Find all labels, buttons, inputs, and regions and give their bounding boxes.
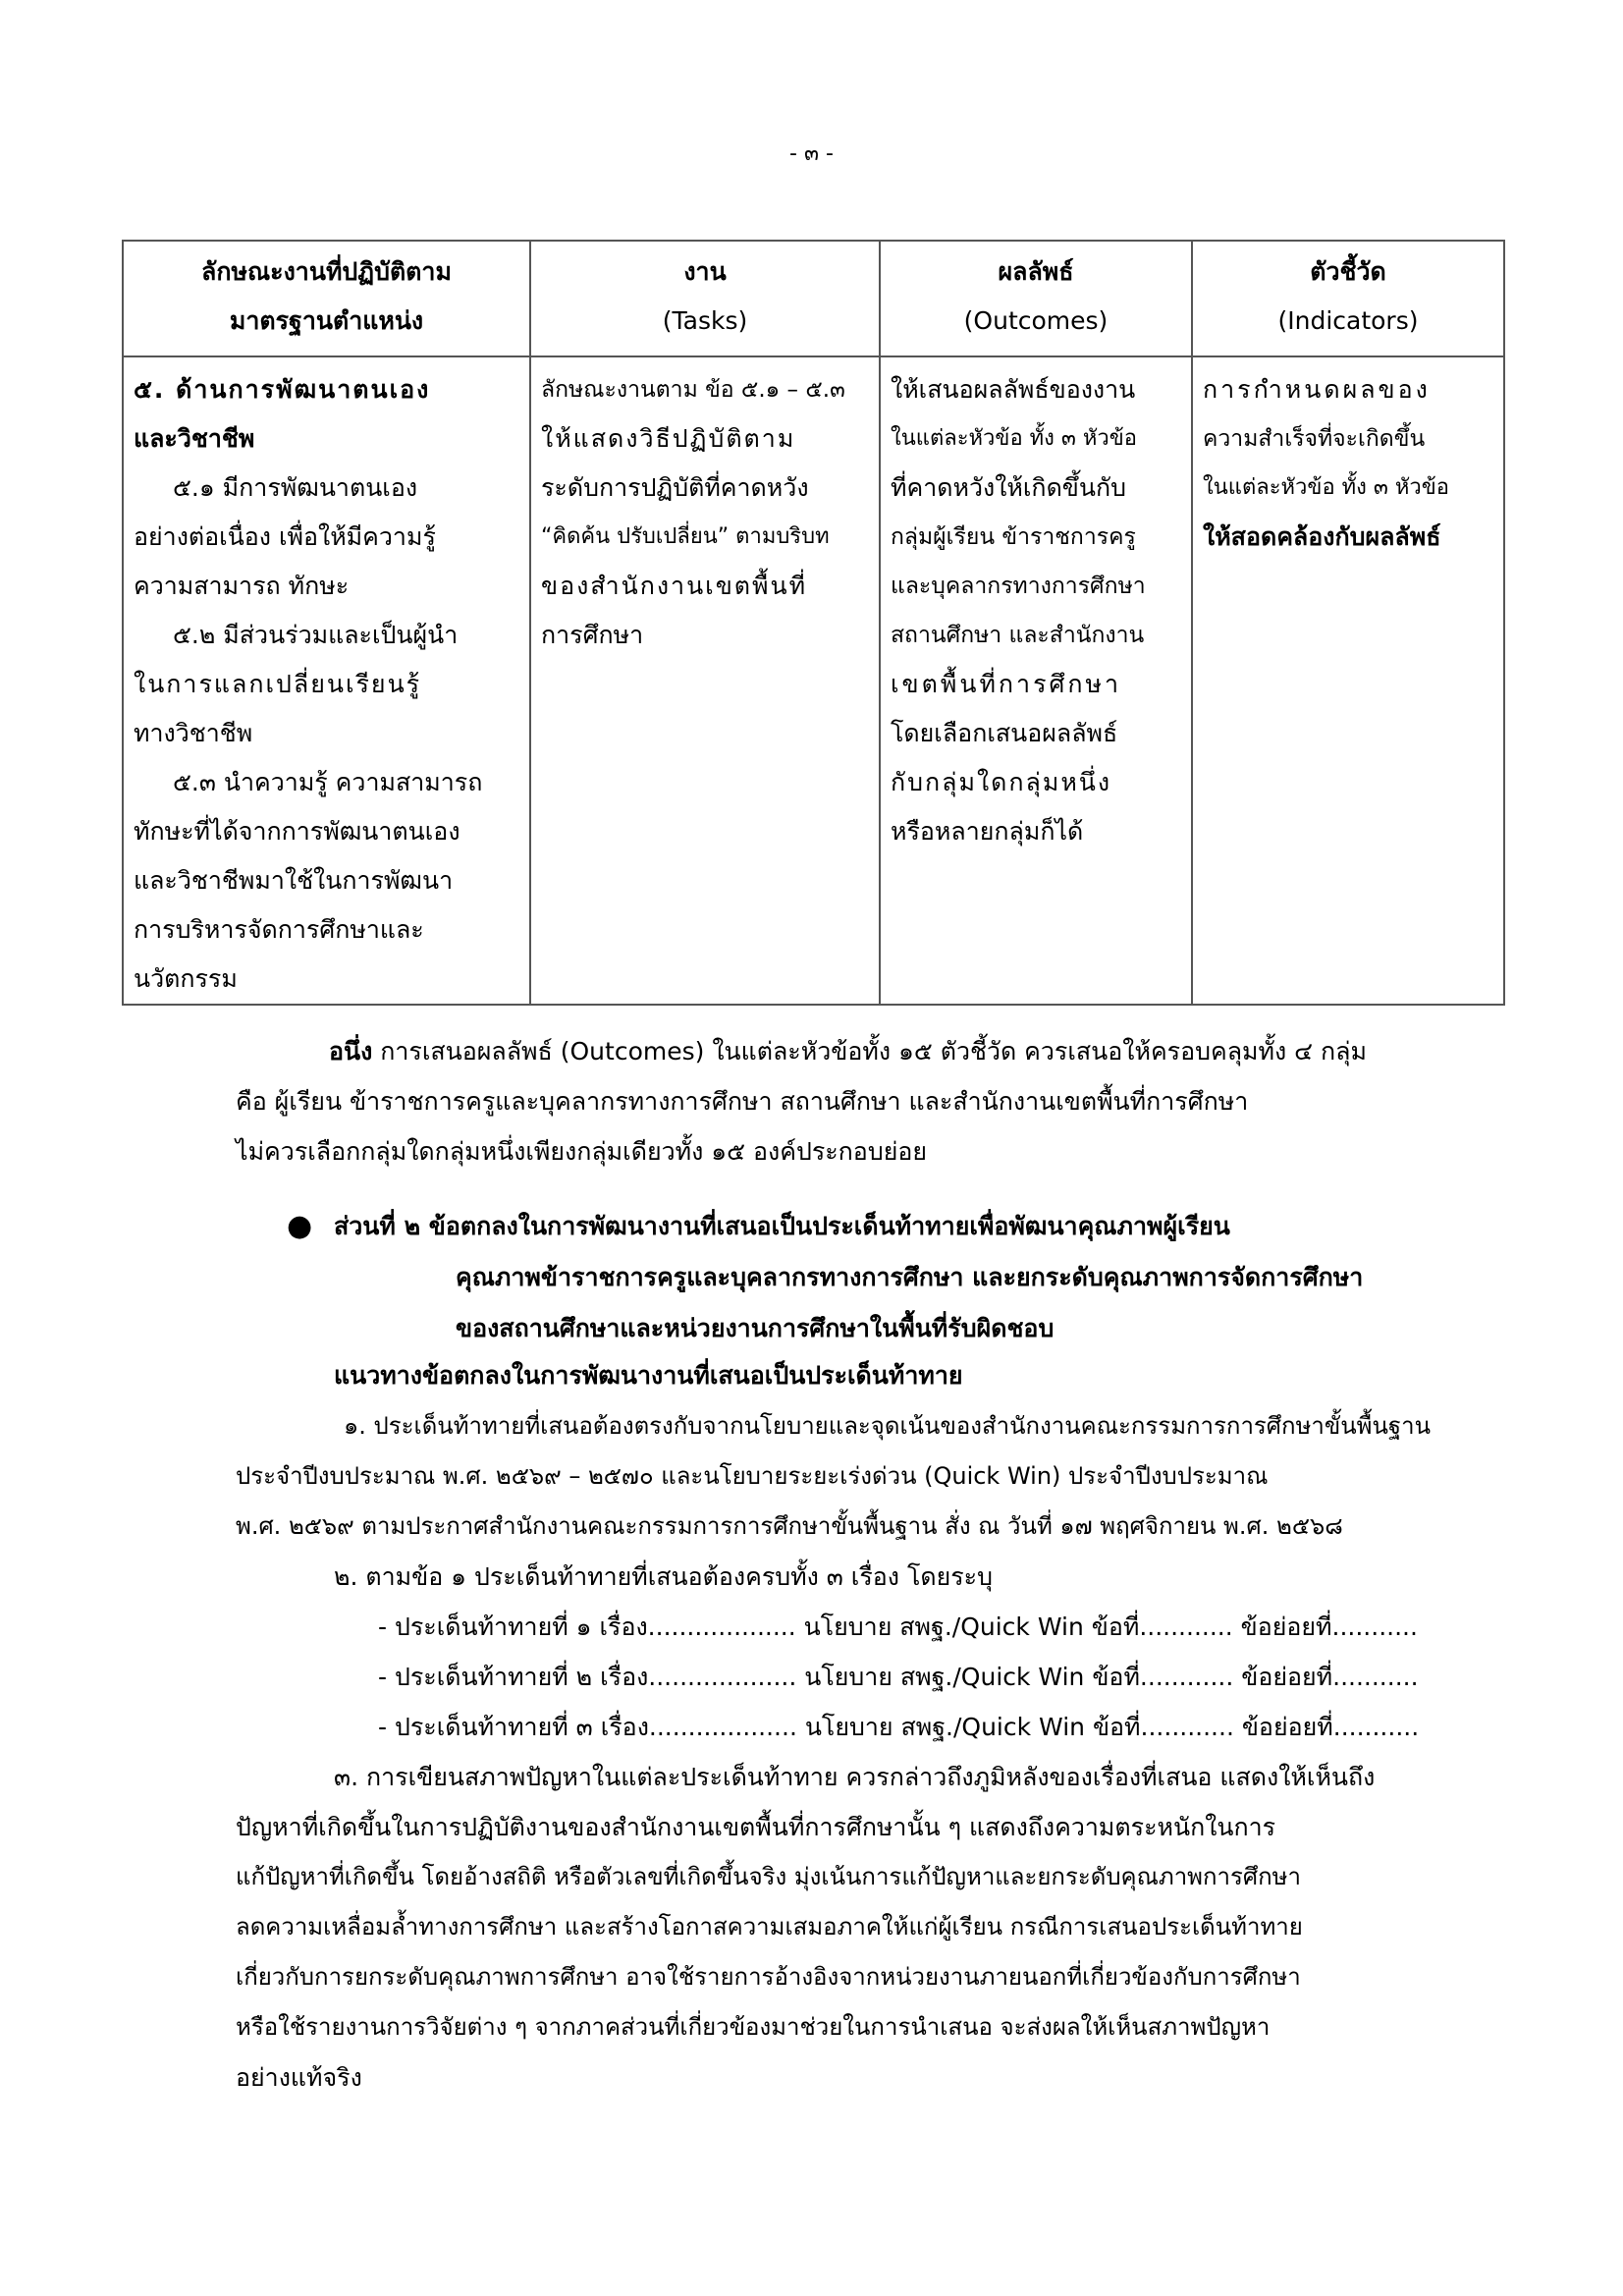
cell-line: ความสามารถ ทักษะ bbox=[134, 572, 350, 600]
guideline-line: แก้ปัญหาที่เกิดขึ้น โดยอ้างสถิติ หรือตัวเลขที่เกิดขึ้นจริง มุ่งเน้นการแก้ปัญหาและยกระดับคุณภาพการศึกษา bbox=[236, 1863, 1301, 1890]
cell-line: ในแต่ละหัวข้อ ทั้ง ๓ หัวข้อ bbox=[891, 426, 1138, 451]
guideline-line: ๓. การเขียนสภาพปัญหาในแต่ละประเด็นท้าทาย ควรกล่าวถึงภูมิหลังของเรื่องที่เสนอ แสดงให้เห็นถึง bbox=[334, 1763, 1376, 1791]
note-line bbox=[236, 1026, 1502, 1076]
guideline-line: พ.ศ. ๒๕๖๙ ตามประกาศสำนักงานคณะกรรมการการศึกษาขั้นพื้นฐาน สั่ง ณ วันที่ ๑๗ พฤศจิกายน พ.ศ. ๒๕๖๘ bbox=[236, 1512, 1343, 1540]
cell-line: ความสำเร็จที่จะเกิดขึ้น bbox=[1203, 426, 1426, 452]
note-lead: อนึ่ง bbox=[329, 1037, 373, 1066]
cell-line: การศึกษา bbox=[541, 621, 644, 649]
cell-line: ลักษณะงานตาม ข้อ ๕.๑ – ๕.๓ bbox=[541, 377, 845, 403]
section2-title bbox=[334, 1201, 1492, 1354]
header-line: ตัวชี้วัด bbox=[1310, 257, 1386, 286]
guideline-line: ลดความเหลื่อมล้ำทางการศึกษา และสร้างโอกาสความเสมอภาคให้แก่ผู้เรียน กรณีการเสนอประเด็นท้าทาย bbox=[236, 1913, 1303, 1941]
cell-line: ๕.๑ มีการพัฒนาตนเอง bbox=[173, 473, 418, 502]
section-heading: ๕. ด้านการพัฒนาตนเอง bbox=[134, 375, 431, 404]
table-row bbox=[123, 356, 1504, 1005]
header-line: มาตรฐานตำแหน่ง bbox=[229, 306, 424, 335]
page-number: - ๓ - bbox=[789, 141, 834, 166]
section2-title-line: ของสถานศึกษาและหน่วยงานการศึกษาในพื้นที่รับผิดชอบ bbox=[456, 1314, 1055, 1342]
guideline-line: หรือใช้รายงานการวิจัยต่าง ๆ จากภาคส่วนที่เกี่ยวข้องมาช่วยในการนำเสนอ จะส่งผลให้เห็นสภาพปัญหา bbox=[236, 2013, 1271, 2041]
cell-line: ให้แสดงวิธีปฏิบัติตาม bbox=[541, 424, 796, 453]
cell-line: นวัตกรรม bbox=[134, 964, 238, 993]
bullet-icon: ● bbox=[287, 1209, 313, 1243]
note-line: คือ ผู้เรียน ข้าราชการครูและบุคลากรทางการศึกษา สถานศึกษา และสำนักงานเขตพื้นที่การศึกษา bbox=[236, 1087, 1249, 1116]
cell-line: ระดับการปฏิบัติที่คาดหวัง bbox=[541, 473, 809, 502]
header-outcomes bbox=[880, 241, 1192, 356]
cell-tasks bbox=[530, 356, 880, 1005]
section2-title-line: คุณภาพข้าราชการครูและบุคลากรทางการศึกษา และยกระดับคุณภาพการจัดการศึกษา bbox=[456, 1263, 1364, 1291]
guidelines-heading: แนวทางข้อตกลงในการพัฒนางานที่เสนอเป็นประเด็นท้าทาย bbox=[334, 1361, 963, 1390]
cell-job-characteristics bbox=[123, 356, 530, 1005]
table-header-row bbox=[123, 241, 1504, 356]
cell-line: อย่างต่อเนื่อง เพื่อให้มีความรู้ bbox=[134, 522, 436, 551]
section-heading: และวิชาชีพ bbox=[134, 424, 255, 453]
cell-line-bold: ให้สอดคล้องกับผลลัพธ์ bbox=[1203, 522, 1441, 551]
cell-line: ๕.๓ นำความรู้ ความสามารถ bbox=[173, 768, 483, 796]
challenge-item-2: - ประเด็นท้าทายที่ ๒ เรื่อง................... นโยบาย สพฐ./Quick Win ข้อที่............ ข้อย่อยที่........... bbox=[378, 1663, 1419, 1691]
cell-line: กลุ่มผู้เรียน ข้าราชการครู bbox=[891, 524, 1136, 550]
header-line: ลักษณะงานที่ปฏิบัติตาม bbox=[201, 257, 452, 286]
cell-line: ในแต่ละหัวข้อ ทั้ง ๓ หัวข้อ bbox=[1203, 475, 1450, 500]
cell-line: และบุคลากรทางการศึกษา bbox=[891, 574, 1146, 599]
header-tasks bbox=[530, 241, 880, 356]
guideline-line: ๑. ประเด็นท้าทายที่เสนอต้องตรงกับจากนโยบายและจุดเน้นของสำนักงานคณะกรรมการการศึกษาขั้นพื้นฐาน bbox=[344, 1412, 1432, 1440]
cell-line: ให้เสนอผลลัพธ์ของงาน bbox=[891, 375, 1136, 404]
cell-indicators bbox=[1192, 356, 1504, 1005]
note-paragraph bbox=[236, 1026, 1502, 1176]
header-line: (Tasks) bbox=[662, 306, 748, 335]
cell-line: ที่คาดหวังให้เกิดขึ้นกับ bbox=[891, 473, 1126, 502]
cell-line: ทางวิชาชีพ bbox=[134, 719, 253, 747]
cell-line: ๕.๒ มีส่วนร่วมและเป็นผู้นำ bbox=[173, 621, 459, 649]
header-indicators bbox=[1192, 241, 1504, 356]
guideline-line: ๒. ตามข้อ ๑ ประเด็นท้าทายที่เสนอต้องครบทั้ง ๓ เรื่อง โดยระบุ bbox=[334, 1562, 993, 1591]
header-line: งาน bbox=[683, 257, 727, 286]
guideline-line: อย่างแท้จริง bbox=[236, 2063, 362, 2092]
cell-outcomes bbox=[880, 356, 1192, 1005]
note-line: ไม่ควรเลือกกลุ่มใดกลุ่มหนึ่งเพียงกลุ่มเดียวทั้ง ๑๕ องค์ประกอบย่อย bbox=[236, 1137, 928, 1166]
criteria-table bbox=[122, 240, 1505, 1006]
challenge-item-1: - ประเด็นท้าทายที่ ๑ เรื่อง................... นโยบาย สพฐ./Quick Win ข้อที่............ ข้อย่อยที่........... bbox=[378, 1613, 1418, 1641]
header-line: (Indicators) bbox=[1277, 306, 1419, 335]
cell-line: เขตพื้นที่การศึกษา bbox=[891, 670, 1122, 698]
cell-line: หรือหลายกลุ่มก็ได้ bbox=[891, 817, 1084, 846]
header-job-characteristics bbox=[123, 241, 530, 356]
guideline-line: ประจำปีงบประมาณ พ.ศ. ๒๕๖๙ – ๒๕๗๐ และนโยบายระยะเร่งด่วน (Quick Win) ประจำปีงบประมาณ bbox=[236, 1462, 1269, 1490]
guideline-line: เกี่ยวกับการยกระดับคุณภาพการศึกษา อาจใช้รายการอ้างอิงจากหน่วยงานภายนอกที่เกี่ยวข้องกับการศึกษา bbox=[236, 1963, 1301, 1991]
cell-line: ทักษะที่ได้จากการพัฒนาตนเอง bbox=[134, 817, 460, 846]
cell-line: โดยเลือกเสนอผลลัพธ์ bbox=[891, 719, 1118, 747]
guidelines-list bbox=[236, 1401, 1512, 2103]
cell-line: สถานศึกษา และสำนักงาน bbox=[891, 623, 1145, 648]
cell-line: กับกลุ่มใดกลุ่มหนึ่ง bbox=[891, 768, 1112, 796]
cell-line: ของสำนักงานเขตพื้นที่ bbox=[541, 572, 808, 600]
cell-line: การกำหนดผลของ bbox=[1203, 375, 1431, 404]
section2-title-line: ส่วนที่ ๒ ข้อตกลงในการพัฒนางานที่เสนอเป็นประเด็นท้าทายเพื่อพัฒนาคุณภาพผู้เรียน bbox=[334, 1212, 1230, 1240]
cell-line: การบริหารจัดการศึกษาและ bbox=[134, 915, 424, 944]
header-line: ผลลัพธ์ bbox=[998, 257, 1074, 286]
cell-line: ในการแลกเปลี่ยนเรียนรู้ bbox=[134, 670, 422, 698]
note-text: การเสนอผลลัพธ์ (Outcomes) ในแต่ละหัวข้อทั้ง ๑๕ ตัวชี้วัด ควรเสนอให้ครอบคลุมทั้ง ๔ กลุ่ม bbox=[372, 1037, 1367, 1066]
guideline-line: ปัญหาที่เกิดขึ้นในการปฏิบัติงานของสำนักงานเขตพื้นที่การศึกษานั้น ๆ แสดงถึงความตระหนักในการ bbox=[236, 1813, 1276, 1841]
header-line: (Outcomes) bbox=[963, 306, 1109, 335]
challenge-item-3: - ประเด็นท้าทายที่ ๓ เรื่อง................... นโยบาย สพฐ./Quick Win ข้อที่............ ข้อย่อยที่........... bbox=[378, 1713, 1420, 1741]
cell-line: และวิชาชีพมาใช้ในการพัฒนา bbox=[134, 866, 454, 895]
cell-line: “คิดค้น ปรับเปลี่ยน” ตามบริบท bbox=[541, 524, 830, 549]
